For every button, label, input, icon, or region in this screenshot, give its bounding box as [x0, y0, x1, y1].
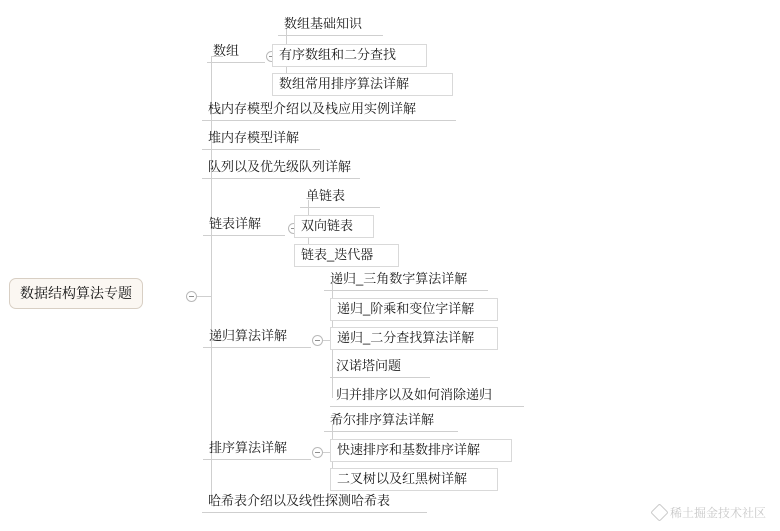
leaf-label-5-2: 递归_二分查找算法详解: [337, 330, 475, 345]
leaf-node-0-1[interactable]: [272, 44, 427, 67]
leaf-label-6-1: 快速排序和基数排序详解: [337, 442, 481, 457]
branch-node-0[interactable]: [207, 41, 265, 63]
leaf-node-5-0[interactable]: [324, 269, 488, 291]
root-collapse-toggle[interactable]: [186, 291, 197, 302]
branch-node-6[interactable]: [203, 438, 311, 460]
branch-label-4: 链表详解: [209, 216, 262, 231]
leaf-label-0-1: 有序数组和二分查找: [279, 47, 397, 62]
leaf-label-0-2: 数组常用排序算法详解: [279, 76, 410, 91]
branch-node-3[interactable]: [202, 157, 360, 179]
mindmap-root-node[interactable]: [9, 278, 143, 309]
branch-label-2: 堆内存模型详解: [208, 130, 300, 145]
watermark: [653, 504, 766, 521]
root-node-label: 数据结构算法专题: [20, 285, 132, 301]
leaf-node-4-0[interactable]: [300, 186, 380, 208]
branch-label-1: 栈内存模型介绍以及栈应用实例详解: [208, 101, 417, 116]
leaf-node-0-0[interactable]: [278, 14, 383, 36]
leaf-node-0-2[interactable]: [272, 73, 453, 96]
diamond-icon: [650, 503, 668, 521]
leaf-node-5-4[interactable]: [330, 385, 524, 407]
branch-collapse-toggle-5[interactable]: [312, 335, 323, 346]
branch-node-2[interactable]: [202, 128, 320, 150]
leaf-label-4-0: 单链表: [306, 188, 346, 203]
leaf-node-5-1[interactable]: [330, 298, 498, 321]
branch-label-5: 递归算法详解: [209, 328, 288, 343]
leaf-label-5-1: 递归_阶乘和变位字详解: [337, 301, 475, 316]
leaf-node-6-0[interactable]: [324, 410, 458, 432]
branch-node-5[interactable]: [203, 326, 311, 348]
leaf-label-5-3: 汉诺塔问题: [336, 358, 402, 373]
leaf-label-6-0: 希尔排序算法详解: [330, 412, 435, 427]
leaf-node-6-2[interactable]: [330, 468, 498, 491]
branch-label-0: 数组: [213, 43, 240, 58]
branch-collapse-toggle-6[interactable]: [312, 447, 323, 458]
leaf-node-6-1[interactable]: [330, 439, 512, 462]
connector-root-spine: [197, 296, 211, 297]
leaf-label-6-2: 二叉树以及红黑树详解: [337, 471, 468, 486]
branch-node-1[interactable]: [202, 99, 456, 121]
leaf-label-5-0: 递归_三角数字算法详解: [330, 271, 468, 286]
leaf-node-5-3[interactable]: [330, 356, 430, 378]
leaf-node-4-1[interactable]: [294, 215, 374, 238]
branch-node-4[interactable]: [203, 214, 285, 236]
leaf-label-4-2: 链表_迭代器: [301, 247, 374, 262]
leaf-node-5-2[interactable]: [330, 327, 498, 350]
branch-label-3: 队列以及优先级队列详解: [208, 159, 352, 174]
branch-node-7[interactable]: [202, 491, 427, 513]
leaf-label-4-1: 双向链表: [301, 218, 354, 233]
branch-label-7: 哈希表介绍以及线性探测哈希表: [208, 493, 391, 508]
leaf-label-0-0: 数组基础知识: [284, 16, 363, 31]
leaf-label-5-4: 归并排序以及如何消除递归: [336, 387, 493, 402]
watermark-text: 稀土掘金技术社区: [669, 506, 766, 520]
branch-label-6: 排序算法详解: [209, 440, 288, 455]
leaf-node-4-2[interactable]: [294, 244, 399, 267]
